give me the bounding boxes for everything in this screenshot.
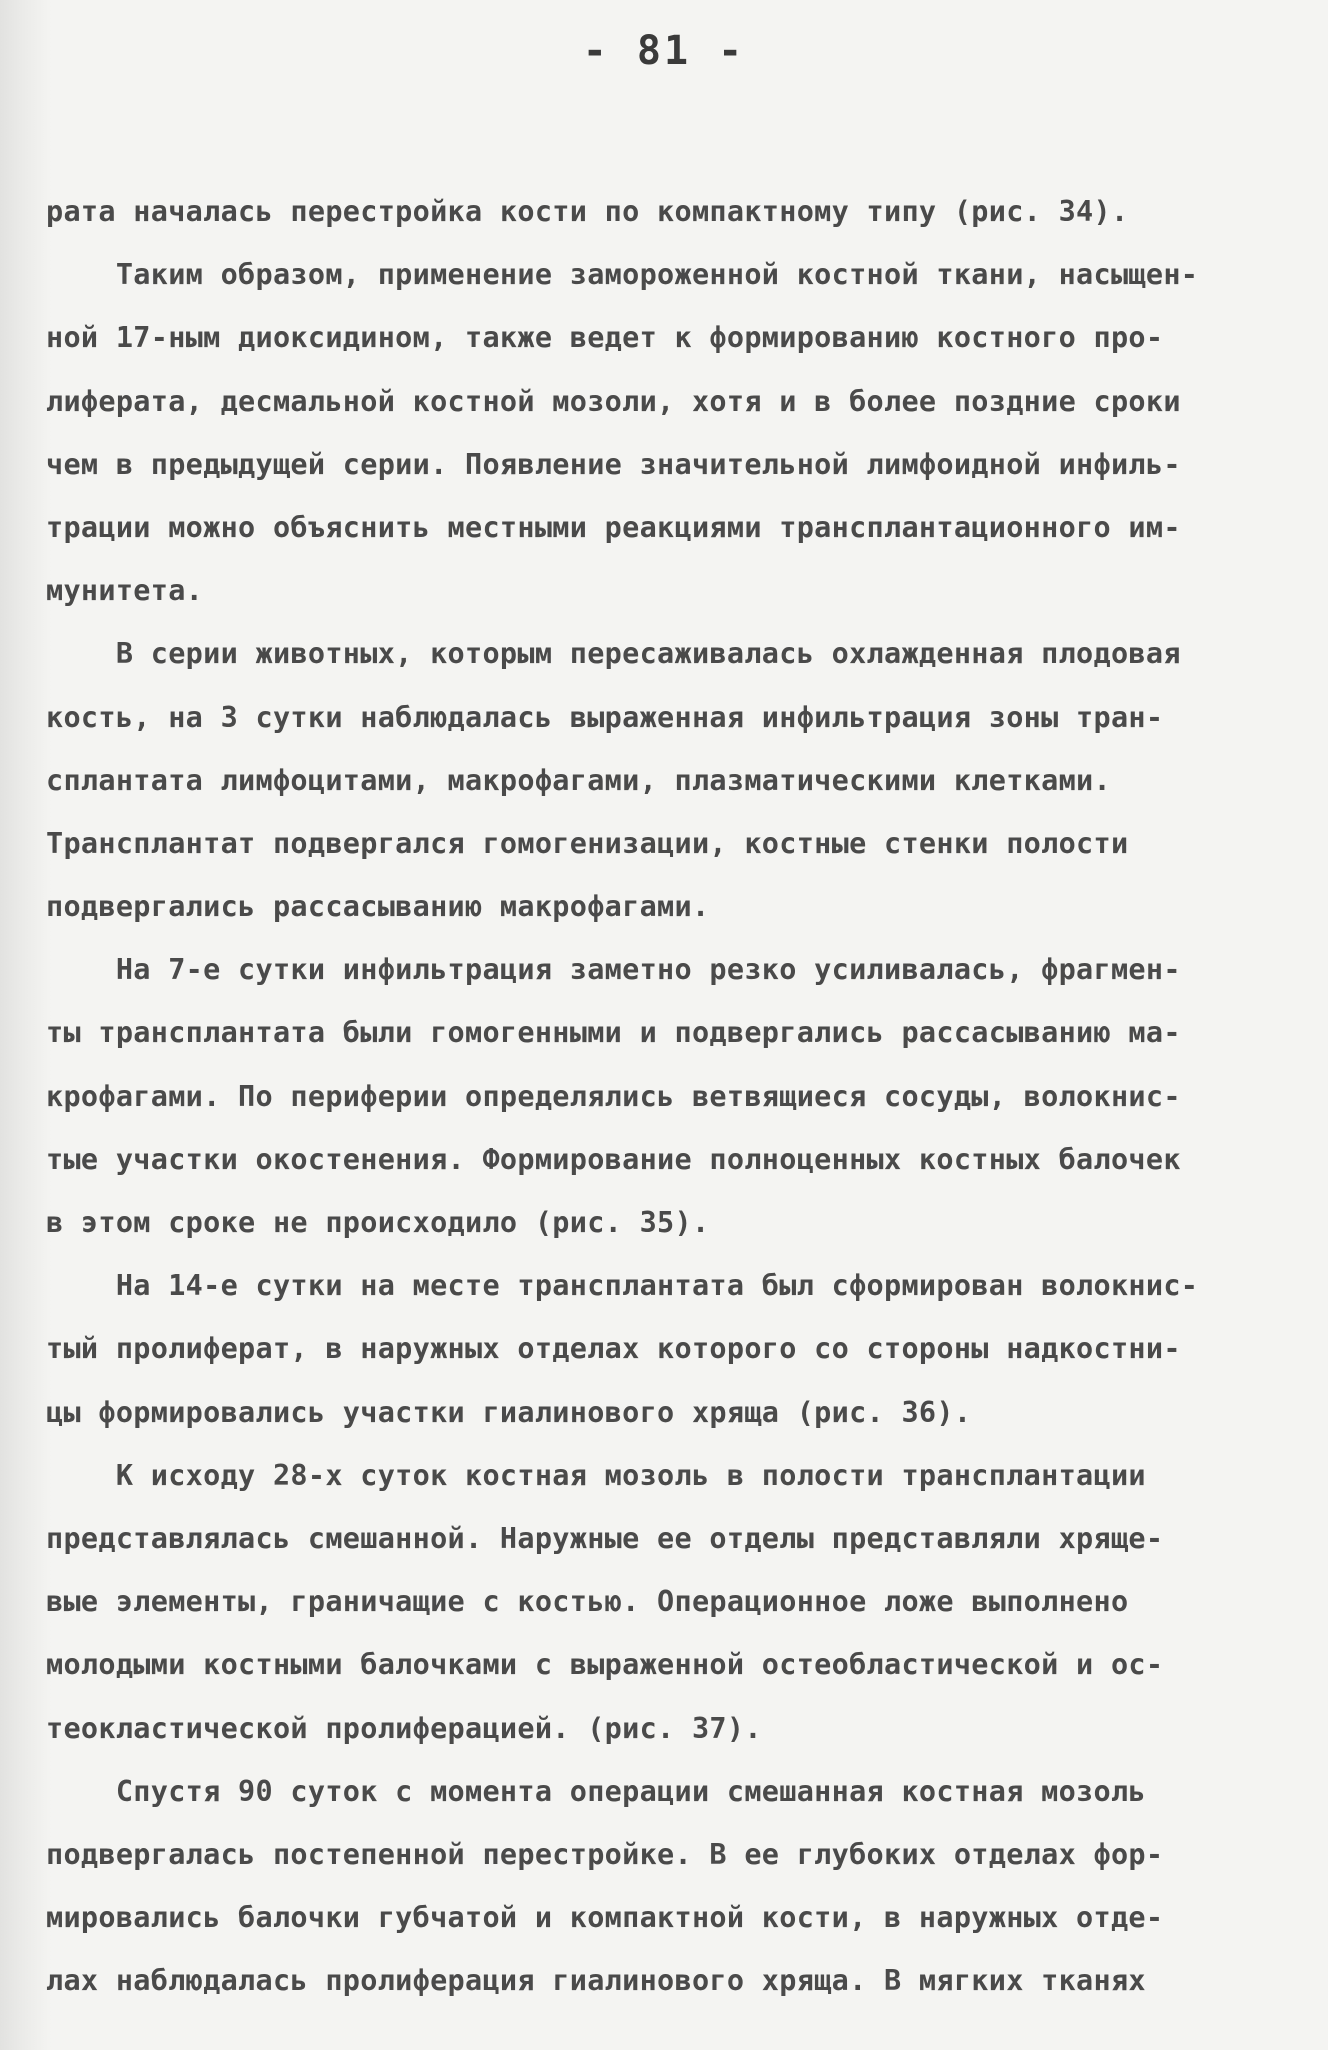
text-line: На 7-е сутки инфильтрация заметно резко усиливалась, фрагмен- [46,953,1181,987]
text-line: ты трансплантата были гомогенными и подвергались рассасыванию ма- [46,1016,1181,1050]
text-line: чем в предыдущей серии. Появление значительной лимфоидной инфиль- [46,447,1181,481]
text-line: ной 17-ным диоксидином, также ведет к формированию костного про- [46,321,1164,355]
text-line: крофагами. По периферии определялись ветвящиеся сосуды, волокнис- [46,1079,1181,1113]
text-line: рата началась перестройка кости по компактному типу (рис. 34). [46,195,1129,228]
text-line: Спустя 90 суток с момента операции смешанная костная мозоль [46,1774,1146,1808]
page-number: - 81 - [582,28,746,74]
scan-edge-shadow [0,0,52,2050]
text-line: сплантата лимфоцитами, макрофагами, плазматическими клетками. [46,763,1111,797]
text-line: мунитета. [46,574,204,608]
text-line: Трансплантат подвергался гомогенизации, костные стенки полости [46,826,1129,860]
text-line: вые элементы, граничащие с костью. Операционное ложе выполнено [46,1585,1129,1619]
text-line: лиферата, десмальной костной мозоли, хотя и в более поздние сроки [46,384,1181,418]
text-line: цы формировались участки гиалинового хряща (рис. 36). [46,1395,972,1429]
text-line: На 14-е сутки на месте трансплантата был сформирован волокнис- [46,1269,1199,1303]
text-line: Таким образом, применение замороженной костной ткани, насыщен- [46,258,1199,292]
text-line: лах наблюдалась пролиферация гиалинового хряща. В мягких тканях [46,1964,1146,1998]
text-line: молодыми костными балочками с выраженной остеобластической и ос- [46,1648,1164,1682]
text-line: В серии животных, которым пересаживалась охлажденная плодовая [46,637,1181,671]
text-line: подвергалась постепенной перестройке. В ее глубоких отделах фор- [46,1837,1164,1871]
text-line: в этом сроке не происходило (рис. 35). [46,1206,710,1239]
text-line: трации можно объяснить местными реакциями трансплантационного им- [46,510,1181,544]
text-line: кость, на 3 сутки наблюдалась выраженная инфильтрация зоны тран- [46,700,1164,734]
text-line: подвергались рассасыванию макрофагами. [46,890,710,924]
text-line: мировались балочки губчатой и компактной кости, в наружных отде- [46,1901,1164,1935]
body-text [46,180,1278,2012]
text-line: тые участки окостенения. Формирование полноценных костных балочек [46,1142,1181,1176]
text-line: представлялась смешанной. Наружные ее отделы представляли хряще- [46,1521,1164,1555]
text-line: теокластической пролиферацией. (рис. 37). [46,1711,762,1745]
text-line: К исходу 28-х суток костная мозоль в полости трансплантации [46,1458,1146,1492]
text-line: тый пролиферат, в наружных отделах которого со стороны надкостни- [46,1332,1181,1366]
